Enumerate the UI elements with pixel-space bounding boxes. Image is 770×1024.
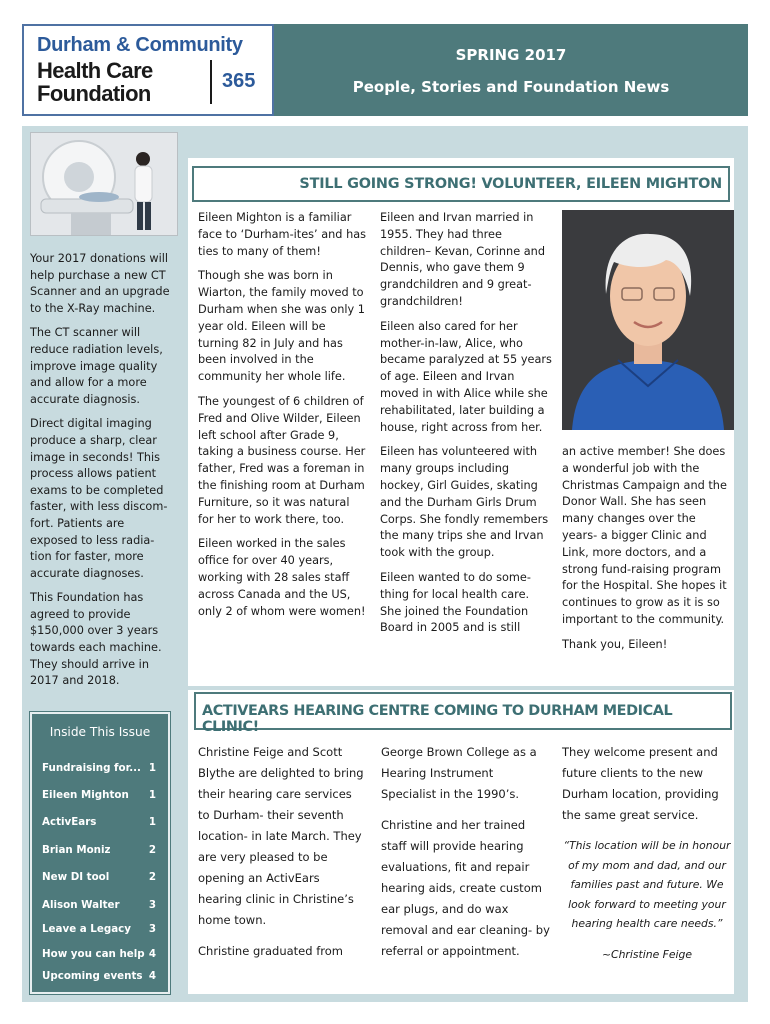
eileen-mighton-portrait [562, 210, 734, 430]
toc-item-page: 4 [148, 970, 156, 982]
article2-column-3 [562, 742, 732, 975]
article-paragraph: Christine and her trained staff will provide hearing evaluations, fit and repair hearing aids, create custom ear plugs, and do wax removal and ear cleaning- by referral or appointment. [381, 818, 550, 958]
article1-column-1 [198, 210, 368, 628]
toc-item-page: 4 [148, 948, 156, 960]
sidebar-paragraph: This Foundation has agreed to provide $150,000 over 3 years towards each machine. They should arrive in 2017 and 2018. [30, 591, 162, 688]
article-paragraph: Eileen Mighton is a familiar face to ‘Durham-ites’ and has ties to many of them! [198, 211, 367, 258]
article-paragraph: Eileen also cared for her mother-in-law, Alice, who became paralyzed at 55 years of age. Eileen and Irvan moved in with Alice while she rehabilitated, later building a house, right across from her. [380, 319, 552, 434]
toc-item[interactable] [42, 762, 156, 774]
toc-item-page: 1 [148, 789, 156, 801]
christine-quote: “This location will be in honour of my mom and dad, and our families past and future. We look forward to meeting your hearing health care needs.” [563, 839, 731, 931]
logo-divider [210, 60, 212, 104]
activears-article-title-box [194, 692, 732, 735]
toc-item[interactable] [42, 816, 156, 828]
toc-item[interactable] [42, 948, 156, 960]
quote-attribution: ~Christine Feige [602, 947, 692, 961]
logo-line-foundation: Foundation [37, 81, 151, 106]
foundation-logo [22, 24, 274, 116]
toc-item-label: How you can help [42, 948, 145, 960]
article-paragraph: Eileen and Irvan married in 1955. They had three children– Kevan, Corinne and Dennis, who gave them 9 grandchildren and 9 great-grandchildren! [380, 211, 546, 308]
toc-item-label: Fundraising for... [42, 762, 141, 774]
toc-item-label: Alison Walter [42, 899, 120, 911]
ct-scanner-sidebar [30, 251, 172, 698]
inside-this-issue [30, 712, 170, 994]
article-paragraph: Christine Feige and Scott Blythe are delighted to bring their hearing care services to Durham- their seventh location- in late March. They are very pleased to be opening an ActivEars hearing clinic in Christine’s home town. [198, 745, 364, 927]
toc-item-label: New DI tool [42, 871, 110, 883]
volunteer-article-title: STILL GOING STRONG! VOLUNTEER, EILEEN MIGHTON [299, 176, 722, 192]
article2-column-1 [198, 742, 366, 972]
issue-season: SPRING 2017 [455, 46, 567, 64]
sidebar-paragraph: Direct digital imaging produce a sharp, clear image in seconds! This process allows patient exams to be completed faster, with less discom-fort. Patients are exposed to less radia-tion for faster, more accurate diagnoses. [30, 417, 168, 580]
logo-line-health-care: Health Care [37, 58, 153, 83]
toc-item-page: 1 [148, 816, 156, 828]
toc-item-label: ActivEars [42, 816, 97, 828]
toc-item-label: Eileen Mighton [42, 789, 129, 801]
toc-item-page: 2 [148, 871, 156, 883]
article-paragraph: Though she was born in Wiarton, the family moved to Durham when she was only 1 year old. Eileen will be turning 82 in July and has been involved in the community her whole life. [198, 269, 365, 384]
toc-item[interactable] [42, 844, 156, 856]
article-paragraph: Eileen has volunteered with many groups including hockey, Girl Guides, skating and the Durham Girls Drum Corps. She fondly remembers the many trips she and Irvan took with the group. [380, 445, 549, 560]
toc-item-label: Brian Moniz [42, 844, 111, 856]
article-paragraph: Eileen wanted to do some-thing for local health care. She joined the Foundation Board in 2005 and is still [380, 570, 531, 635]
toc-title: Inside This Issue [49, 725, 151, 739]
article1-column-2 [380, 210, 552, 645]
toc-item-label: Leave a Legacy [42, 923, 131, 935]
logo-365-badge: 365 [222, 70, 256, 92]
sidebar-paragraph: Your 2017 donations will help purchase a new CT Scanner and an upgrade to the X-Ray machine. [30, 252, 170, 315]
logo-line-durham: Durham & Community [37, 34, 243, 56]
article-paragraph: George Brown College as a Hearing Instrument Specialist in the 1990’s. [381, 745, 537, 801]
toc-item[interactable] [42, 871, 156, 883]
volunteer-article-title-box [192, 166, 730, 202]
article-paragraph: The youngest of 6 children of Fred and Olive Wilder, Eileen left school after Grade 9, taking a business course. Her father, Fred was a foreman in the finishing room at Durham Furniture, so it was natural for her to work there, too. [198, 394, 366, 526]
article-paragraph: an active member! She does a wonderful job with the Christmas Campaign and the Donor Wall. She has seen many changes over the years- a bigger Clinic and Link, more doctors, and a strong fund-raising program for the Hospital. She hopes it continues to grow as it is so important to the community. [562, 445, 727, 626]
article-paragraph: Eileen worked in the sales office for over 40 years, working with 28 sales staff across Canada and the US, only 2 of whom were women! [198, 537, 366, 618]
toc-item[interactable] [42, 970, 156, 982]
article2-column-2 [381, 742, 551, 972]
ct-scanner-photo [30, 132, 178, 236]
toc-item-page: 3 [148, 899, 156, 911]
toc-item[interactable] [42, 789, 156, 801]
toc-item-page: 3 [148, 923, 156, 935]
toc-item-label: Upcoming events [42, 970, 143, 982]
article-paragraph: They welcome present and future clients to the new Durham location, providing the same great service. [562, 745, 719, 822]
activears-article-title: ACTIVEARS HEARING CENTRE COMING TO DURHAM MEDICAL CLINIC! [202, 703, 673, 735]
toc-item-page: 1 [148, 762, 156, 774]
sidebar-paragraph: The CT scanner will reduce radiation levels, improve image quality and allow for a more accurate diagnosis. [30, 326, 163, 406]
article1-column-3 [562, 444, 732, 662]
toc-item[interactable] [42, 899, 156, 911]
article-paragraph: Christine graduated from [198, 944, 343, 958]
toc-item[interactable] [42, 923, 156, 935]
article-paragraph: Thank you, Eileen! [562, 637, 668, 651]
toc-item-page: 2 [148, 844, 156, 856]
newsletter-banner [274, 24, 748, 116]
issue-subtitle: People, Stories and Foundation News [352, 78, 670, 96]
